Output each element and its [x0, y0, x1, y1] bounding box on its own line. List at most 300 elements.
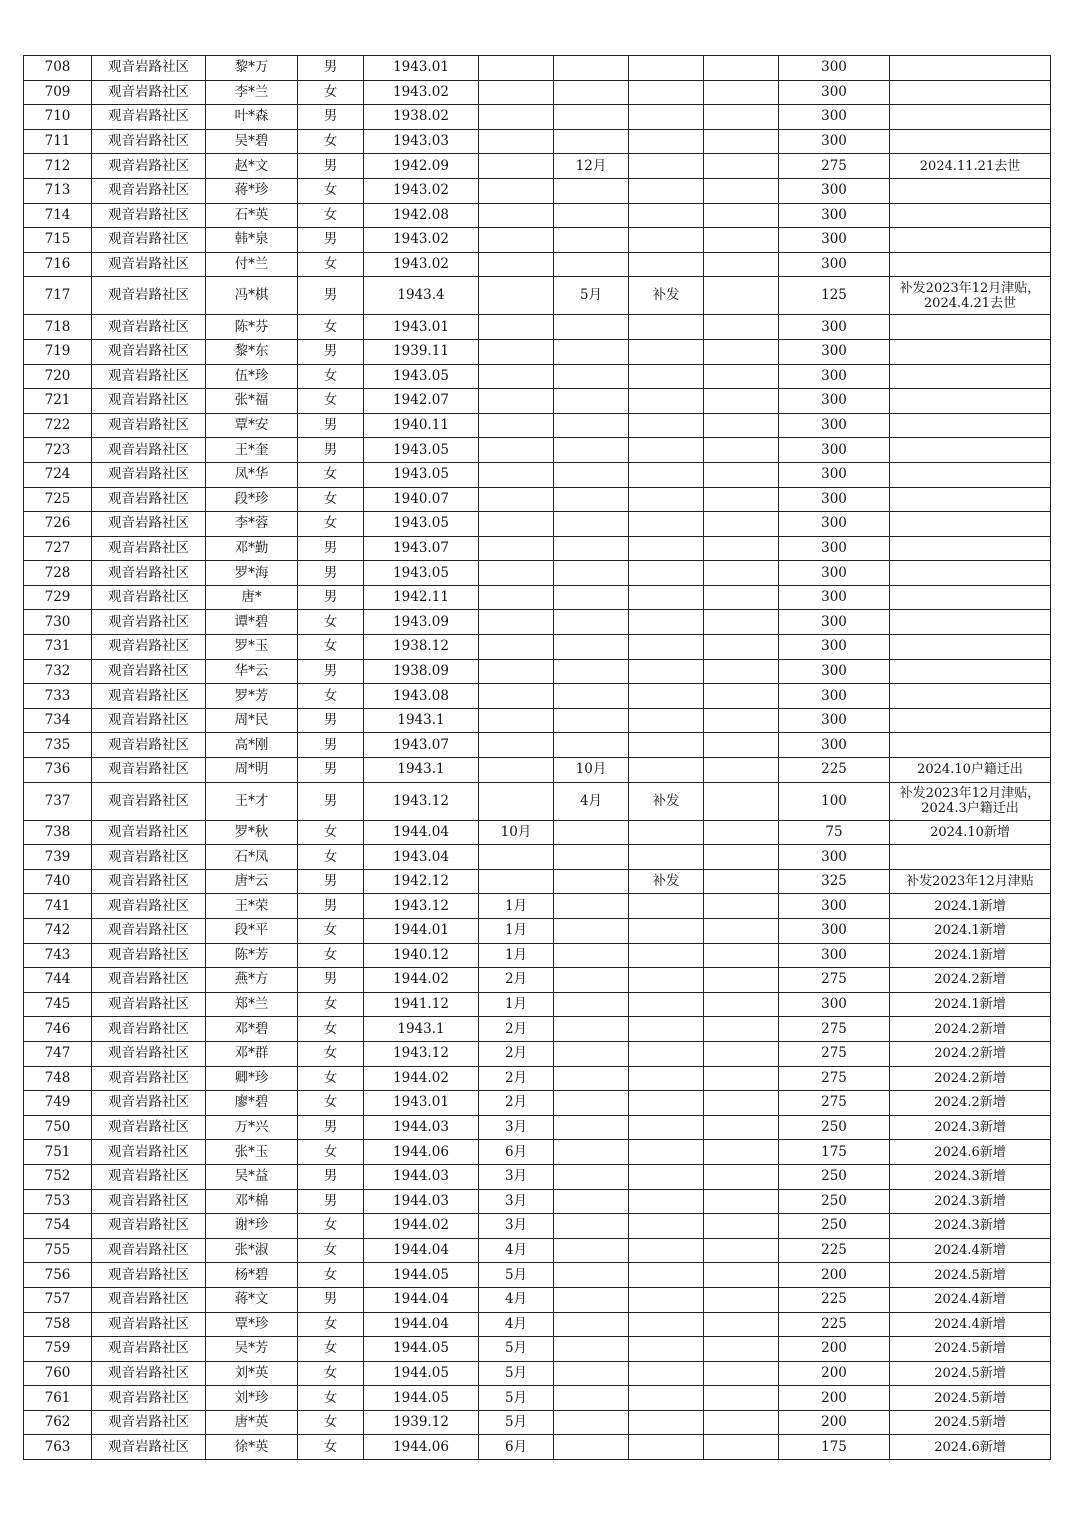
- birth-date-cell: 1943.08: [364, 684, 479, 709]
- row-number-cell: 711: [24, 129, 92, 154]
- community-cell: 观音岩路社区: [92, 1164, 206, 1189]
- start-month-cell: [479, 277, 554, 315]
- stop-month-cell: 4月: [554, 782, 629, 820]
- gender-cell: 男: [298, 869, 364, 894]
- start-month-cell: [479, 585, 554, 610]
- note-cell: [890, 178, 1051, 203]
- blank-cell: [704, 869, 779, 894]
- blank-cell: [704, 462, 779, 487]
- row-number-cell: 755: [24, 1238, 92, 1263]
- table-row: [24, 1410, 1051, 1435]
- blank-cell: [704, 1164, 779, 1189]
- birth-date-cell: 1942.09: [364, 154, 479, 179]
- gender-cell: 女: [298, 487, 364, 512]
- birth-date-cell: 1943.4: [364, 277, 479, 315]
- stop-month-cell: [554, 389, 629, 414]
- blank-cell: [704, 1238, 779, 1263]
- amount-cell: 300: [779, 919, 890, 944]
- amount-cell: 200: [779, 1386, 890, 1411]
- community-cell: 观音岩路社区: [92, 438, 206, 463]
- stop-month-cell: [554, 1410, 629, 1435]
- gender-cell: 女: [298, 1214, 364, 1239]
- stop-month-cell: [554, 438, 629, 463]
- name-cell: 罗*秋: [206, 820, 298, 845]
- note-cell: [890, 462, 1051, 487]
- note-cell: 2024.4新增: [890, 1287, 1051, 1312]
- reissue-cell: [629, 894, 704, 919]
- reissue-cell: [629, 610, 704, 635]
- birth-date-cell: 1943.05: [364, 364, 479, 389]
- community-cell: 观音岩路社区: [92, 1410, 206, 1435]
- birth-date-cell: 1938.09: [364, 659, 479, 684]
- reissue-cell: [629, 992, 704, 1017]
- reissue-cell: [629, 845, 704, 870]
- start-month-cell: [479, 512, 554, 537]
- blank-cell: [704, 1337, 779, 1362]
- stop-month-cell: [554, 1214, 629, 1239]
- reissue-cell: [629, 512, 704, 537]
- community-cell: 观音岩路社区: [92, 1435, 206, 1460]
- table-row: [24, 203, 1051, 228]
- name-cell: 陈*芳: [206, 943, 298, 968]
- row-number-cell: 722: [24, 413, 92, 438]
- birth-date-cell: 1943.07: [364, 733, 479, 758]
- amount-cell: 300: [779, 536, 890, 561]
- name-cell: 周*明: [206, 758, 298, 783]
- blank-cell: [704, 1115, 779, 1140]
- reissue-cell: [629, 1164, 704, 1189]
- table-row: [24, 1263, 1051, 1288]
- amount-cell: 225: [779, 1287, 890, 1312]
- gender-cell: 女: [298, 1017, 364, 1042]
- table-row: [24, 585, 1051, 610]
- community-cell: 观音岩路社区: [92, 1287, 206, 1312]
- stop-month-cell: [554, 733, 629, 758]
- gender-cell: 男: [298, 968, 364, 993]
- gender-cell: 男: [298, 561, 364, 586]
- amount-cell: 200: [779, 1410, 890, 1435]
- row-number-cell: 730: [24, 610, 92, 635]
- stop-month-cell: [554, 1189, 629, 1214]
- reissue-cell: [629, 228, 704, 253]
- stop-month-cell: [554, 561, 629, 586]
- community-cell: 观音岩路社区: [92, 389, 206, 414]
- blank-cell: [704, 438, 779, 463]
- note-cell: [890, 610, 1051, 635]
- note-cell: [890, 635, 1051, 660]
- row-number-cell: 758: [24, 1312, 92, 1337]
- stop-month-cell: [554, 364, 629, 389]
- note-cell: 2024.1新增: [890, 943, 1051, 968]
- blank-cell: [704, 635, 779, 660]
- name-cell: 覃*安: [206, 413, 298, 438]
- stop-month-cell: [554, 315, 629, 340]
- birth-date-cell: 1943.1: [364, 758, 479, 783]
- birth-date-cell: 1944.01: [364, 919, 479, 944]
- amount-cell: 300: [779, 635, 890, 660]
- birth-date-cell: 1943.03: [364, 129, 479, 154]
- name-cell: 石*英: [206, 203, 298, 228]
- community-cell: 观音岩路社区: [92, 487, 206, 512]
- reissue-cell: [629, 585, 704, 610]
- amount-cell: 250: [779, 1164, 890, 1189]
- table-row: [24, 512, 1051, 537]
- name-cell: 张*淑: [206, 1238, 298, 1263]
- amount-cell: 300: [779, 252, 890, 277]
- birth-date-cell: 1943.05: [364, 438, 479, 463]
- community-cell: 观音岩路社区: [92, 561, 206, 586]
- reissue-cell: [629, 203, 704, 228]
- birth-date-cell: 1943.01: [364, 1091, 479, 1116]
- community-cell: 观音岩路社区: [92, 684, 206, 709]
- birth-date-cell: 1943.1: [364, 708, 479, 733]
- note-cell: 2024.5新增: [890, 1410, 1051, 1435]
- start-month-cell: [479, 203, 554, 228]
- gender-cell: 女: [298, 992, 364, 1017]
- row-number-cell: 738: [24, 820, 92, 845]
- table-row: [24, 536, 1051, 561]
- amount-cell: 300: [779, 462, 890, 487]
- birth-date-cell: 1943.09: [364, 610, 479, 635]
- gender-cell: 男: [298, 56, 364, 81]
- start-month-cell: 10月: [479, 820, 554, 845]
- stop-month-cell: [554, 1066, 629, 1091]
- name-cell: 华*云: [206, 659, 298, 684]
- blank-cell: [704, 413, 779, 438]
- name-cell: 陈*芬: [206, 315, 298, 340]
- blank-cell: [704, 1312, 779, 1337]
- community-cell: 观音岩路社区: [92, 1115, 206, 1140]
- table-row: [24, 1017, 1051, 1042]
- name-cell: 黎*万: [206, 56, 298, 81]
- table-row: [24, 1115, 1051, 1140]
- reissue-cell: [629, 1312, 704, 1337]
- name-cell: 邓*棉: [206, 1189, 298, 1214]
- name-cell: 罗*玉: [206, 635, 298, 660]
- gender-cell: 男: [298, 758, 364, 783]
- stop-month-cell: [554, 413, 629, 438]
- name-cell: 谢*珍: [206, 1214, 298, 1239]
- stop-month-cell: [554, 894, 629, 919]
- note-cell: 补发2023年12月津贴，2024.4.21去世: [890, 277, 1051, 315]
- row-number-cell: 708: [24, 56, 92, 81]
- stop-month-cell: 5月: [554, 277, 629, 315]
- stop-month-cell: [554, 1091, 629, 1116]
- stop-month-cell: [554, 487, 629, 512]
- start-month-cell: 2月: [479, 968, 554, 993]
- gender-cell: 女: [298, 1041, 364, 1066]
- birth-date-cell: 1944.04: [364, 1312, 479, 1337]
- amount-cell: 300: [779, 992, 890, 1017]
- birth-date-cell: 1938.12: [364, 635, 479, 660]
- start-month-cell: 1月: [479, 992, 554, 1017]
- community-cell: 观音岩路社区: [92, 869, 206, 894]
- start-month-cell: [479, 389, 554, 414]
- gender-cell: 女: [298, 389, 364, 414]
- row-number-cell: 761: [24, 1386, 92, 1411]
- reissue-cell: [629, 1066, 704, 1091]
- gender-cell: 女: [298, 1312, 364, 1337]
- amount-cell: 325: [779, 869, 890, 894]
- gender-cell: 男: [298, 277, 364, 315]
- table-row: [24, 758, 1051, 783]
- community-cell: 观音岩路社区: [92, 708, 206, 733]
- start-month-cell: 2月: [479, 1091, 554, 1116]
- amount-cell: 250: [779, 1115, 890, 1140]
- stop-month-cell: [554, 1263, 629, 1288]
- note-cell: 2024.5新增: [890, 1263, 1051, 1288]
- blank-cell: [704, 968, 779, 993]
- note-cell: 2024.5新增: [890, 1386, 1051, 1411]
- blank-cell: [704, 561, 779, 586]
- table-row: [24, 178, 1051, 203]
- note-cell: [890, 105, 1051, 130]
- community-cell: 观音岩路社区: [92, 845, 206, 870]
- stop-month-cell: [554, 845, 629, 870]
- name-cell: 高*刚: [206, 733, 298, 758]
- start-month-cell: [479, 315, 554, 340]
- amount-cell: 275: [779, 1041, 890, 1066]
- reissue-cell: [629, 438, 704, 463]
- gender-cell: 女: [298, 364, 364, 389]
- subsidy-table: [23, 55, 1051, 1460]
- note-cell: 2024.5新增: [890, 1337, 1051, 1362]
- table-row: [24, 1140, 1051, 1165]
- amount-cell: 300: [779, 364, 890, 389]
- stop-month-cell: [554, 1017, 629, 1042]
- note-cell: [890, 585, 1051, 610]
- reissue-cell: [629, 1287, 704, 1312]
- start-month-cell: [479, 869, 554, 894]
- note-cell: 2024.5新增: [890, 1361, 1051, 1386]
- note-cell: [890, 129, 1051, 154]
- community-cell: 观音岩路社区: [92, 635, 206, 660]
- reissue-cell: [629, 733, 704, 758]
- start-month-cell: [479, 339, 554, 364]
- community-cell: 观音岩路社区: [92, 462, 206, 487]
- note-cell: 2024.11.21去世: [890, 154, 1051, 179]
- birth-date-cell: 1943.02: [364, 252, 479, 277]
- birth-date-cell: 1942.08: [364, 203, 479, 228]
- row-number-cell: 728: [24, 561, 92, 586]
- blank-cell: [704, 536, 779, 561]
- start-month-cell: [479, 154, 554, 179]
- table-row: [24, 1337, 1051, 1362]
- reissue-cell: [629, 919, 704, 944]
- blank-cell: [704, 684, 779, 709]
- blank-cell: [704, 1140, 779, 1165]
- note-cell: [890, 228, 1051, 253]
- stop-month-cell: [554, 1435, 629, 1460]
- note-cell: 2024.10户籍迁出: [890, 758, 1051, 783]
- row-number-cell: 745: [24, 992, 92, 1017]
- blank-cell: [704, 782, 779, 820]
- reissue-cell: [629, 389, 704, 414]
- row-number-cell: 747: [24, 1041, 92, 1066]
- table-row: [24, 389, 1051, 414]
- name-cell: 王*荣: [206, 894, 298, 919]
- row-number-cell: 710: [24, 105, 92, 130]
- name-cell: 唐*: [206, 585, 298, 610]
- birth-date-cell: 1944.02: [364, 1214, 479, 1239]
- gender-cell: 女: [298, 845, 364, 870]
- start-month-cell: 6月: [479, 1435, 554, 1460]
- start-month-cell: [479, 129, 554, 154]
- blank-cell: [704, 1361, 779, 1386]
- community-cell: 观音岩路社区: [92, 1263, 206, 1288]
- name-cell: 刘*珍: [206, 1386, 298, 1411]
- note-cell: 2024.1新增: [890, 894, 1051, 919]
- table-row: [24, 561, 1051, 586]
- stop-month-cell: [554, 1238, 629, 1263]
- amount-cell: 300: [779, 438, 890, 463]
- start-month-cell: 5月: [479, 1410, 554, 1435]
- reissue-cell: [629, 462, 704, 487]
- amount-cell: 300: [779, 684, 890, 709]
- birth-date-cell: 1943.05: [364, 462, 479, 487]
- row-number-cell: 759: [24, 1337, 92, 1362]
- amount-cell: 225: [779, 758, 890, 783]
- start-month-cell: 5月: [479, 1263, 554, 1288]
- blank-cell: [704, 1091, 779, 1116]
- amount-cell: 175: [779, 1435, 890, 1460]
- birth-date-cell: 1942.07: [364, 389, 479, 414]
- community-cell: 观音岩路社区: [92, 733, 206, 758]
- blank-cell: [704, 943, 779, 968]
- table-row: [24, 1386, 1051, 1411]
- start-month-cell: [479, 178, 554, 203]
- name-cell: 赵*文: [206, 154, 298, 179]
- community-cell: 观音岩路社区: [92, 1140, 206, 1165]
- gender-cell: 女: [298, 1337, 364, 1362]
- birth-date-cell: 1940.07: [364, 487, 479, 512]
- stop-month-cell: [554, 129, 629, 154]
- amount-cell: 250: [779, 1189, 890, 1214]
- community-cell: 观音岩路社区: [92, 968, 206, 993]
- table-row: [24, 129, 1051, 154]
- gender-cell: 男: [298, 894, 364, 919]
- community-cell: 观音岩路社区: [92, 129, 206, 154]
- community-cell: 观音岩路社区: [92, 252, 206, 277]
- table-row: [24, 277, 1051, 315]
- reissue-cell: [629, 820, 704, 845]
- name-cell: 李*蓉: [206, 512, 298, 537]
- stop-month-cell: [554, 708, 629, 733]
- row-number-cell: 741: [24, 894, 92, 919]
- amount-cell: 300: [779, 339, 890, 364]
- reissue-cell: [629, 80, 704, 105]
- reissue-cell: [629, 252, 704, 277]
- community-cell: 观音岩路社区: [92, 277, 206, 315]
- blank-cell: [704, 80, 779, 105]
- name-cell: 黎*东: [206, 339, 298, 364]
- start-month-cell: 3月: [479, 1189, 554, 1214]
- gender-cell: 男: [298, 585, 364, 610]
- stop-month-cell: [554, 178, 629, 203]
- note-cell: [890, 708, 1051, 733]
- gender-cell: 男: [298, 228, 364, 253]
- start-month-cell: 1月: [479, 919, 554, 944]
- note-cell: [890, 536, 1051, 561]
- start-month-cell: 1月: [479, 894, 554, 919]
- stop-month-cell: [554, 462, 629, 487]
- name-cell: 付*兰: [206, 252, 298, 277]
- community-cell: 观音岩路社区: [92, 1189, 206, 1214]
- birth-date-cell: 1941.12: [364, 992, 479, 1017]
- row-number-cell: 718: [24, 315, 92, 340]
- blank-cell: [704, 1066, 779, 1091]
- name-cell: 卿*珍: [206, 1066, 298, 1091]
- blank-cell: [704, 1410, 779, 1435]
- blank-cell: [704, 1435, 779, 1460]
- amount-cell: 225: [779, 1238, 890, 1263]
- start-month-cell: 3月: [479, 1214, 554, 1239]
- note-cell: 2024.3新增: [890, 1214, 1051, 1239]
- row-number-cell: 716: [24, 252, 92, 277]
- blank-cell: [704, 1017, 779, 1042]
- table-row: [24, 1041, 1051, 1066]
- blank-cell: [704, 277, 779, 315]
- amount-cell: 200: [779, 1361, 890, 1386]
- community-cell: 观音岩路社区: [92, 178, 206, 203]
- stop-month-cell: [554, 1386, 629, 1411]
- row-number-cell: 750: [24, 1115, 92, 1140]
- stop-month-cell: 10月: [554, 758, 629, 783]
- name-cell: 蒋*文: [206, 1287, 298, 1312]
- gender-cell: 女: [298, 1238, 364, 1263]
- stop-month-cell: [554, 659, 629, 684]
- name-cell: 段*平: [206, 919, 298, 944]
- blank-cell: [704, 992, 779, 1017]
- blank-cell: [704, 364, 779, 389]
- reissue-cell: 补发: [629, 782, 704, 820]
- amount-cell: 300: [779, 80, 890, 105]
- note-cell: [890, 659, 1051, 684]
- note-cell: 2024.6新增: [890, 1140, 1051, 1165]
- reissue-cell: [629, 1386, 704, 1411]
- reissue-cell: [629, 105, 704, 130]
- community-cell: 观音岩路社区: [92, 894, 206, 919]
- community-cell: 观音岩路社区: [92, 585, 206, 610]
- note-cell: 2024.2新增: [890, 968, 1051, 993]
- community-cell: 观音岩路社区: [92, 1238, 206, 1263]
- blank-cell: [704, 228, 779, 253]
- community-cell: 观音岩路社区: [92, 1091, 206, 1116]
- reissue-cell: [629, 1263, 704, 1288]
- row-number-cell: 752: [24, 1164, 92, 1189]
- blank-cell: [704, 154, 779, 179]
- reissue-cell: [629, 413, 704, 438]
- blank-cell: [704, 820, 779, 845]
- community-cell: 观音岩路社区: [92, 512, 206, 537]
- table-row: [24, 894, 1051, 919]
- gender-cell: 女: [298, 1091, 364, 1116]
- community-cell: 观音岩路社区: [92, 782, 206, 820]
- start-month-cell: 1月: [479, 943, 554, 968]
- reissue-cell: [629, 1189, 704, 1214]
- start-month-cell: 4月: [479, 1238, 554, 1263]
- stop-month-cell: [554, 943, 629, 968]
- stop-month-cell: [554, 820, 629, 845]
- birth-date-cell: 1939.11: [364, 339, 479, 364]
- birth-date-cell: 1944.04: [364, 1287, 479, 1312]
- row-number-cell: 735: [24, 733, 92, 758]
- name-cell: 吴*芳: [206, 1337, 298, 1362]
- table-row: [24, 1312, 1051, 1337]
- gender-cell: 男: [298, 413, 364, 438]
- stop-month-cell: [554, 919, 629, 944]
- amount-cell: 300: [779, 178, 890, 203]
